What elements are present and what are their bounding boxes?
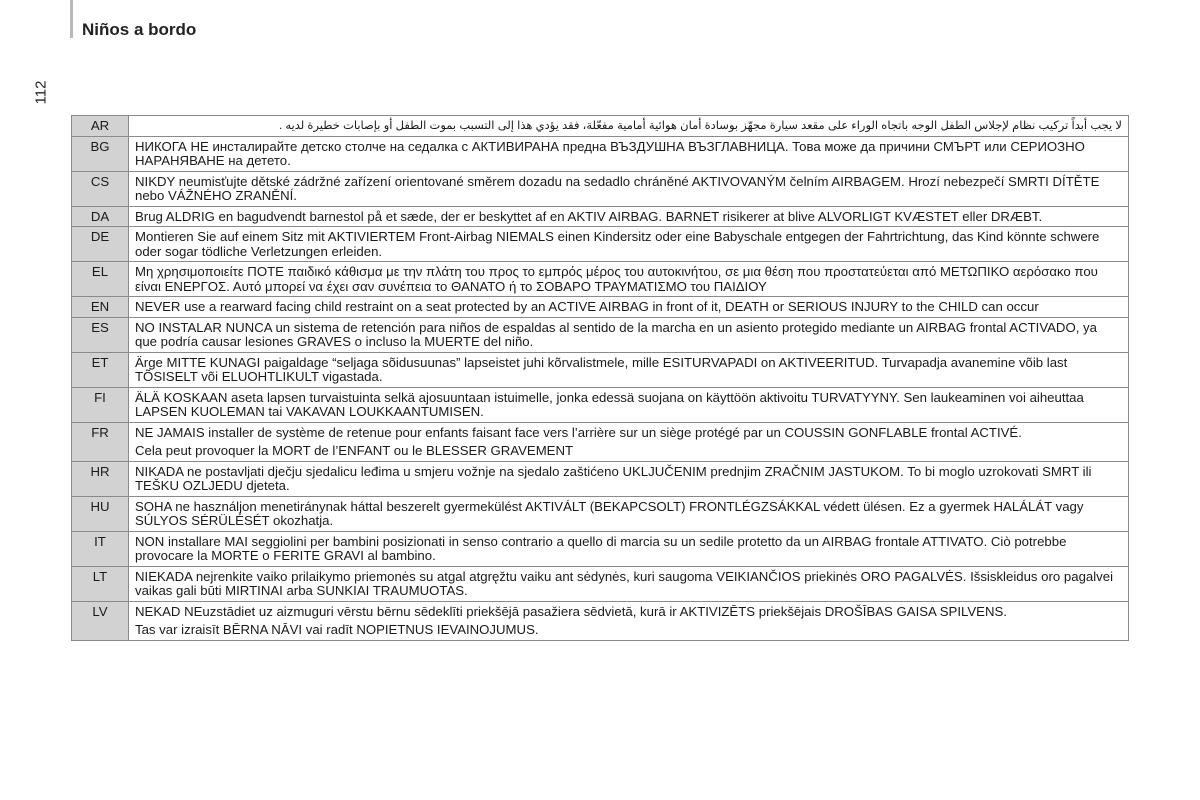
table-row — [72, 206, 1129, 227]
warning-text: لا يجب أبداً تركيب نظام لإجلاس الطفل الوجه باتجاه الوراء على مقعد سيارة مجهّز بوسادة أمان هوائية أمامية مفعّلة، فقد يؤدي هذا إلى التسبب بموت الطفل أو بإصابات خطيرة لديه . — [129, 116, 1129, 137]
language-code: DE — [72, 227, 129, 262]
warning-text: Ärge MITTE KUNAGI paigaldage “seljaga sõidusuunas” lapseistet juhi kõrvalistmele, mille ESITURVAPADI on AKTIVEERITUD. Turvapadja avanemine võib last TÕSISELT või ELUOHTLIKULT vigastada. — [129, 352, 1129, 387]
section-title: Niños a bordo — [82, 20, 197, 39]
language-code: HR — [72, 461, 129, 496]
warning-text-secondary: Tas var izraisīt BĒRNA NĀVI vai radīt NOPIETNUS IEVAINOJUMUS. — [135, 622, 539, 637]
language-code: AR — [72, 116, 129, 137]
warning-text: Brug ALDRIG en bagudvendt barnestol på et sæde, der er beskyttet af en AKTIV AIRBAG. BARNET risikerer at blive ALVORLIGT KVÆSTET eller DRÆBT. — [129, 206, 1129, 227]
language-code: IT — [72, 531, 129, 566]
table-row — [72, 262, 1129, 297]
table-row — [72, 531, 1129, 566]
language-code: FI — [72, 387, 129, 422]
language-code: FR — [72, 422, 129, 461]
language-code: LT — [72, 566, 129, 601]
warning-text: ÄLÄ KOSKAAN aseta lapsen turvaistuinta selkä ajosuuntaan istuimelle, jonka edessä suojana on käyttöön aktivoitu TURVATYYNY. Sen laukeaminen voi aiheuttaa LAPSEN KUOLEMAN tai VAKAVAN LOUKKAANTUMISEN. — [129, 387, 1129, 422]
language-code: EN — [72, 297, 129, 318]
table-row — [72, 422, 1129, 461]
warning-text-cell — [129, 601, 1129, 640]
warning-text: NE JAMAIS installer de système de retenue pour enfants faisant face vers l’arrière sur un siège protégé par un COUSSIN GONFLABLE frontal ACTIVÉ. — [135, 424, 1022, 440]
language-code: LV — [72, 601, 129, 640]
language-code: HU — [72, 496, 129, 531]
header-rule — [70, 0, 73, 38]
table-row — [72, 352, 1129, 387]
table-row — [72, 461, 1129, 496]
warning-text: NO INSTALAR NUNCA un sistema de retención para niños de espaldas al sentido de la marcha en un asiento protegido mediante un AIRBAG frontal ACTIVADO, ya que podría causar lesiones GRAVES o incluso la MUERTE del niño. — [129, 317, 1129, 352]
warning-text: NON installare MAI seggiolini per bambini posizionati in senso contrario a quello di marcia su un sedile protetto da un AIRBAG frontale ATTIVATO. Ciò potrebbe provocare la MORTE o FERITE GRAVI al bambino. — [129, 531, 1129, 566]
warning-text-cell — [129, 422, 1129, 461]
warning-text: NIKDY neumisťujte dětské zádržné zařízení orientované směrem dozadu na sedadlo chráněné AKTIVOVANÝM čelním AIRBAGEM. Hrozí nebezpečí SMRTI DÍTĚTE nebo VÁŽNÉHO ZRANĚNÍ. — [129, 171, 1129, 206]
language-code: DA — [72, 206, 129, 227]
language-code: BG — [72, 136, 129, 171]
table-row — [72, 496, 1129, 531]
language-code: CS — [72, 171, 129, 206]
warning-text: NIEKADA nejrenkite vaiko prilaikymo priemonės su atgal atgręžtu vaiku ant sėdynės, kuri saugoma VEIKIANČIOS priekinės ORO PAGALVĖS. Išsiskleidus oro pagalvei vaikas gali būti MIRTINAI arba SUNKIAI TRAUMUOTAS. — [129, 566, 1129, 601]
table-row — [72, 297, 1129, 318]
table-row — [72, 317, 1129, 352]
language-code: ES — [72, 317, 129, 352]
table-row — [72, 171, 1129, 206]
table-row — [72, 136, 1129, 171]
warning-text-secondary: Cela peut provoquer la MORT de l’ENFANT ou le BLESSER GRAVEMENT — [135, 443, 574, 458]
table-row — [72, 227, 1129, 262]
warning-text: НИКОГА НЕ инсталирайте детско столче на седалка с АКТИВИРАНА предна ВЪЗДУШНА ВЪЗГЛАВНИЦА. Това може да причини СМЪРТ или СЕРИОЗНО НАРАНЯВАНЕ на детето. — [129, 136, 1129, 171]
table-row — [72, 566, 1129, 601]
warning-text: NEKAD NEuzstādiet uz aizmuguri vērstu bērnu sēdeklīti priekšējā pasažiera sēdvietā, kurā ir AKTIVIZĒTS priekšējais DROŠĪBAS GAISA SPILVENS. — [135, 603, 1007, 619]
warning-text: Μη χρησιμοποιείτε ΠΟΤΕ παιδικό κάθισμα με την πλάτη του προς το εμπρός μέρος του αυτοκινήτου, σε μια θέση που προστατεύεται από ΜΕΤΩΠΙΚΟ αερόσακο που είναι ΕΝΕΡΓΟΣ. Αυτό μπορεί να έχει σαν συνέπεια το ΘΑΝΑΤΟ ή το ΣΟΒΑΡΟ ΤΡΑΥΜΑΤΙΣΜΟ του ΠΑΙΔΙΟΥ — [129, 262, 1129, 297]
airbag-warning-table — [71, 115, 1129, 641]
table-row — [72, 116, 1129, 137]
warning-text: SOHA ne használjon menetiránynak háttal beszerelt gyermekülést AKTIVÁLT (BEKAPCSOLT) FRONTLÉGZSÁKKAL védett ülésen. Ez a gyermek HALÁLÁT vagy SÚLYOS SÉRÜLÉSÉT okozhatja. — [129, 496, 1129, 531]
table-row — [72, 387, 1129, 422]
warning-text: Montieren Sie auf einem Sitz mit AKTIVIERTEM Front-Airbag NIEMALS einen Kindersitz oder eine Babyschale entgegen der Fahrtrichtung, das Kind könnte schwere oder sogar tödliche Verletzungen erleiden. — [129, 227, 1129, 262]
language-code: EL — [72, 262, 129, 297]
table-row — [72, 601, 1129, 640]
page-number: 112 — [32, 80, 50, 105]
warning-text: NIKADA ne postavljati dječju sjedalicu leđima u smjeru vožnje na sjedalo zaštićeno UKLJUČENIM prednjim ZRAČNIM JASTUKOM. To bi moglo uzrokovati SMRT ili TEŠKU OZLJEDU djeteta. — [129, 461, 1129, 496]
language-code: ET — [72, 352, 129, 387]
warning-text: NEVER use a rearward facing child restraint on a seat protected by an ACTIVE AIRBAG in front of it, DEATH or SERIOUS INJURY to the CHILD can occur — [129, 297, 1129, 318]
